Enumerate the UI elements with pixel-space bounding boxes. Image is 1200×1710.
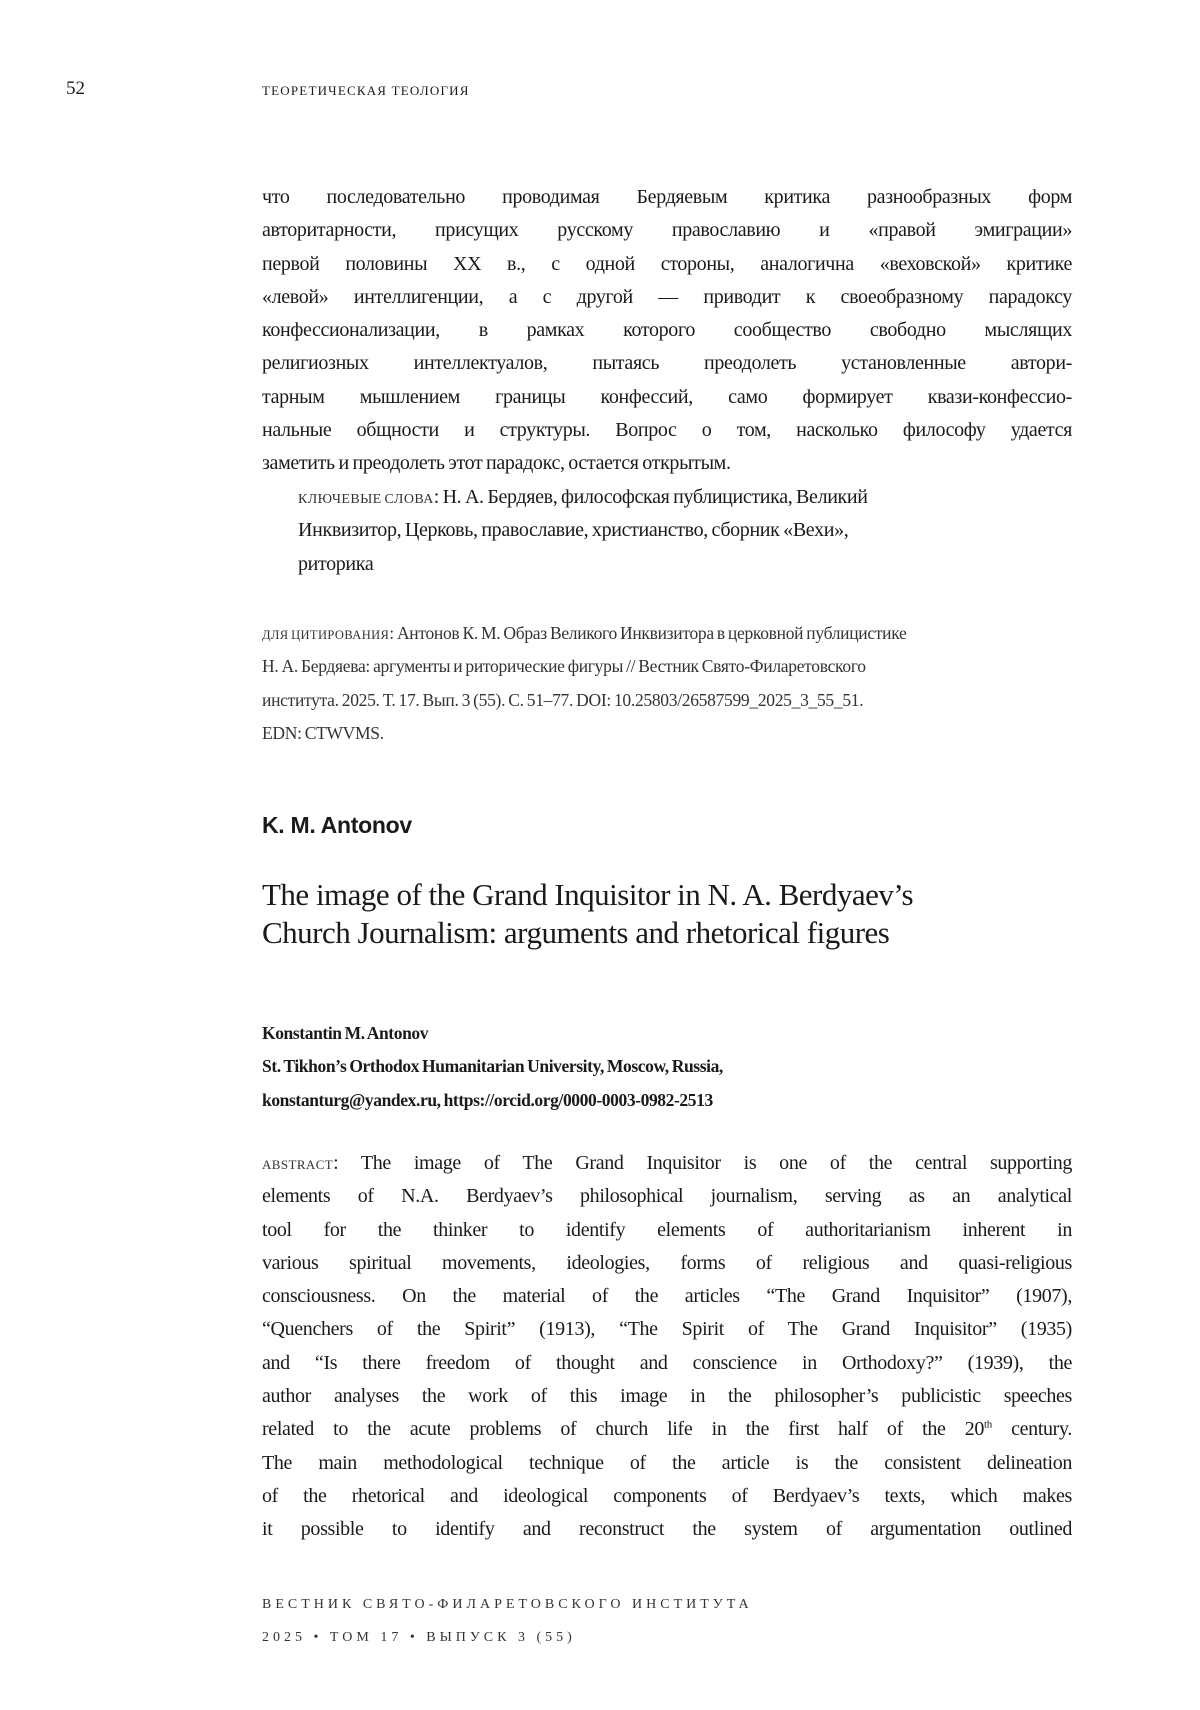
abstract-line [262,1413,1072,1446]
english-abstract: ABSTRACT: The image of The Grand Inquisitor is one of the central supporting elements of N.A. Berdyaev’s philosophical journalism, serving as an analytical tool for the thinker to identify elements of authoritarianism inherent in various spiritual movements, ideologies, forms of religious and quasi-religious consciousness. On the material of the articles “The Grand Inquisitor” (1907), “Quenchers of the Spirit” (1913), “The Spirit of The Grand Inquisitor” (1935) and “Is there freedom of thought and conscience in Orthodoxy?” (1939), the author analyses the work of this image in the philosopher’s publicistic speeches related to the acute problems of church life in the first half of the 20th century. The main methodological technique of the article is the consistent delineation of the rhetorical and ideological components of Berdyaev’s texts, which makes it possible to identify and reconstruct the system of argumentation outlined [262,1147,1072,1547]
author-block [262,1017,723,1117]
keywords-line: Н. А. Бердяев, философская публицистика, Великий [443,486,868,508]
citation-line: Н. А. Бердяева: аргументы и риторические фигуры // Вестник Свято-Филаретовского [262,650,1082,683]
keywords-label: КЛЮЧЕВЫЕ СЛОВА [298,492,434,507]
abstract-line: The main methodological technique of the article is the consistent delineation [262,1447,1072,1480]
abstract-line: of the rhetorical and ideological components of Berdyaev’s texts, which makes [262,1480,1072,1513]
journal-footer [262,1588,753,1654]
author-short: K. M. Antonov [262,812,412,839]
abstract-line: various spiritual movements, ideologies, forms of religious and quasi-religious [262,1247,1072,1280]
abstract-line: The image of The Grand Inquisitor is one of the central supporting [361,1152,1072,1174]
keywords-line: риторика [298,548,1018,581]
text-line: авторитарности, присущих русскому православию и «правой эмиграции» [262,214,1072,247]
title-line: Church Journalism: arguments and rhetorical figures [262,914,913,952]
running-title: ТЕОРЕТИЧЕСКАЯ ТЕОЛОГИЯ [262,83,470,99]
text-line: конфессионализации, в рамках которого сообщество свободно мыслящих [262,314,1072,347]
keywords: КЛЮЧЕВЫЕ СЛОВА: Н. А. Бердяев, философская публицистика, Великий Инквизитор, Церковь, православие, христианство, сборник «Вехи», риторика [298,481,1018,581]
citation-line: Антонов К. М. Образ Великого Инквизитора в церковной публицистике [397,623,907,643]
citation-line: института. 2025. Т. 17. Вып. 3 (55). С. 51–77. DOI: 10.25803/26587599_2025_3_55_51. [262,684,1082,717]
text-line: тарным мышлением границы конфессий, само формирует квази-конфессио- [262,381,1072,414]
text-line: заметить и преодолеть этот парадокс, остается открытым. [262,447,1072,480]
contacts: konstanturg@yandex.ru, https://orcid.org/0000-0003-0982-2513 [262,1084,723,1117]
abstract-line: “Quenchers of the Spirit” (1913), “The Spirit of The Grand Inquisitor” (1935) [262,1313,1072,1346]
article-title [262,876,913,952]
abstract-line: it possible to identify and reconstruct the system of argumentation outlined [262,1513,1072,1546]
keywords-line: Инквизитор, Церковь, православие, христианство, сборник «Вехи», [298,514,1018,547]
abstract-text: related to the acute problems of church life in the first half of the 20 [262,1418,984,1440]
title-line: The image of the Grand Inquisitor in N. A. Berdyaev’s [262,876,913,914]
abstract-label: ABSTRACT [262,1157,333,1172]
abstract-line: author analyses the work of this image in the philosopher’s publicistic speeches [262,1380,1072,1413]
abstract-line: and “Is there freedom of thought and conscience in Orthodoxy?” (1939), the [262,1347,1072,1380]
text-line: «левой» интеллигенции, а с другой — приводит к своеобразному парадоксу [262,281,1072,314]
text-line: что последовательно проводимая Бердяевым критика разнообразных форм [262,181,1072,214]
journal-name: ВЕСТНИК СВЯТО-ФИЛАРЕТОВСКОГО ИНСТИТУТА [262,1588,753,1621]
text-line: первой половины XX в., с одной стороны, аналогична «веховской» критике [262,248,1072,281]
citation-line: EDN: CTWVMS. [262,717,1082,750]
superscript: th [984,1419,992,1431]
abstract-line: tool for the thinker to identify elements of authoritarianism inherent in [262,1214,1072,1247]
page-number: 52 [66,78,85,100]
citation-label: ДЛЯ ЦИТИРОВАНИЯ [262,628,389,642]
citation: ДЛЯ ЦИТИРОВАНИЯ: Антонов К. М. Образ Великого Инквизитора в церковной публицистике Н. А. Бердяева: аргументы и риторические фигуры // Вестник Свято-Филаретовского института. 2025. Т. 17. Вып. 3 (55). С. 51–77. DOI: 10.25803/26587599_2025_3_55_51. EDN: CTWVMS. [262,617,1082,750]
abstract-line: elements of N.A. Berdyaev’s philosophical journalism, serving as an analytical [262,1180,1072,1213]
author-full: Konstantin M. Antonov [262,1017,723,1050]
issue-info: 2025 • ТОМ 17 • ВЫПУСК 3 (55) [262,1621,753,1654]
russian-abstract-tail [262,181,1072,481]
abstract-line: consciousness. On the material of the articles “The Grand Inquisitor” (1907), [262,1280,1072,1313]
text-line: нальные общности и структуры. Вопрос о том, насколько философу удается [262,414,1072,447]
affiliation: St. Tikhon’s Orthodox Humanitarian University, Moscow, Russia, [262,1050,723,1083]
abstract-text: century. [992,1418,1072,1440]
text-line: религиозных интеллектуалов, пытаясь преодолеть установленные автори- [262,347,1072,380]
